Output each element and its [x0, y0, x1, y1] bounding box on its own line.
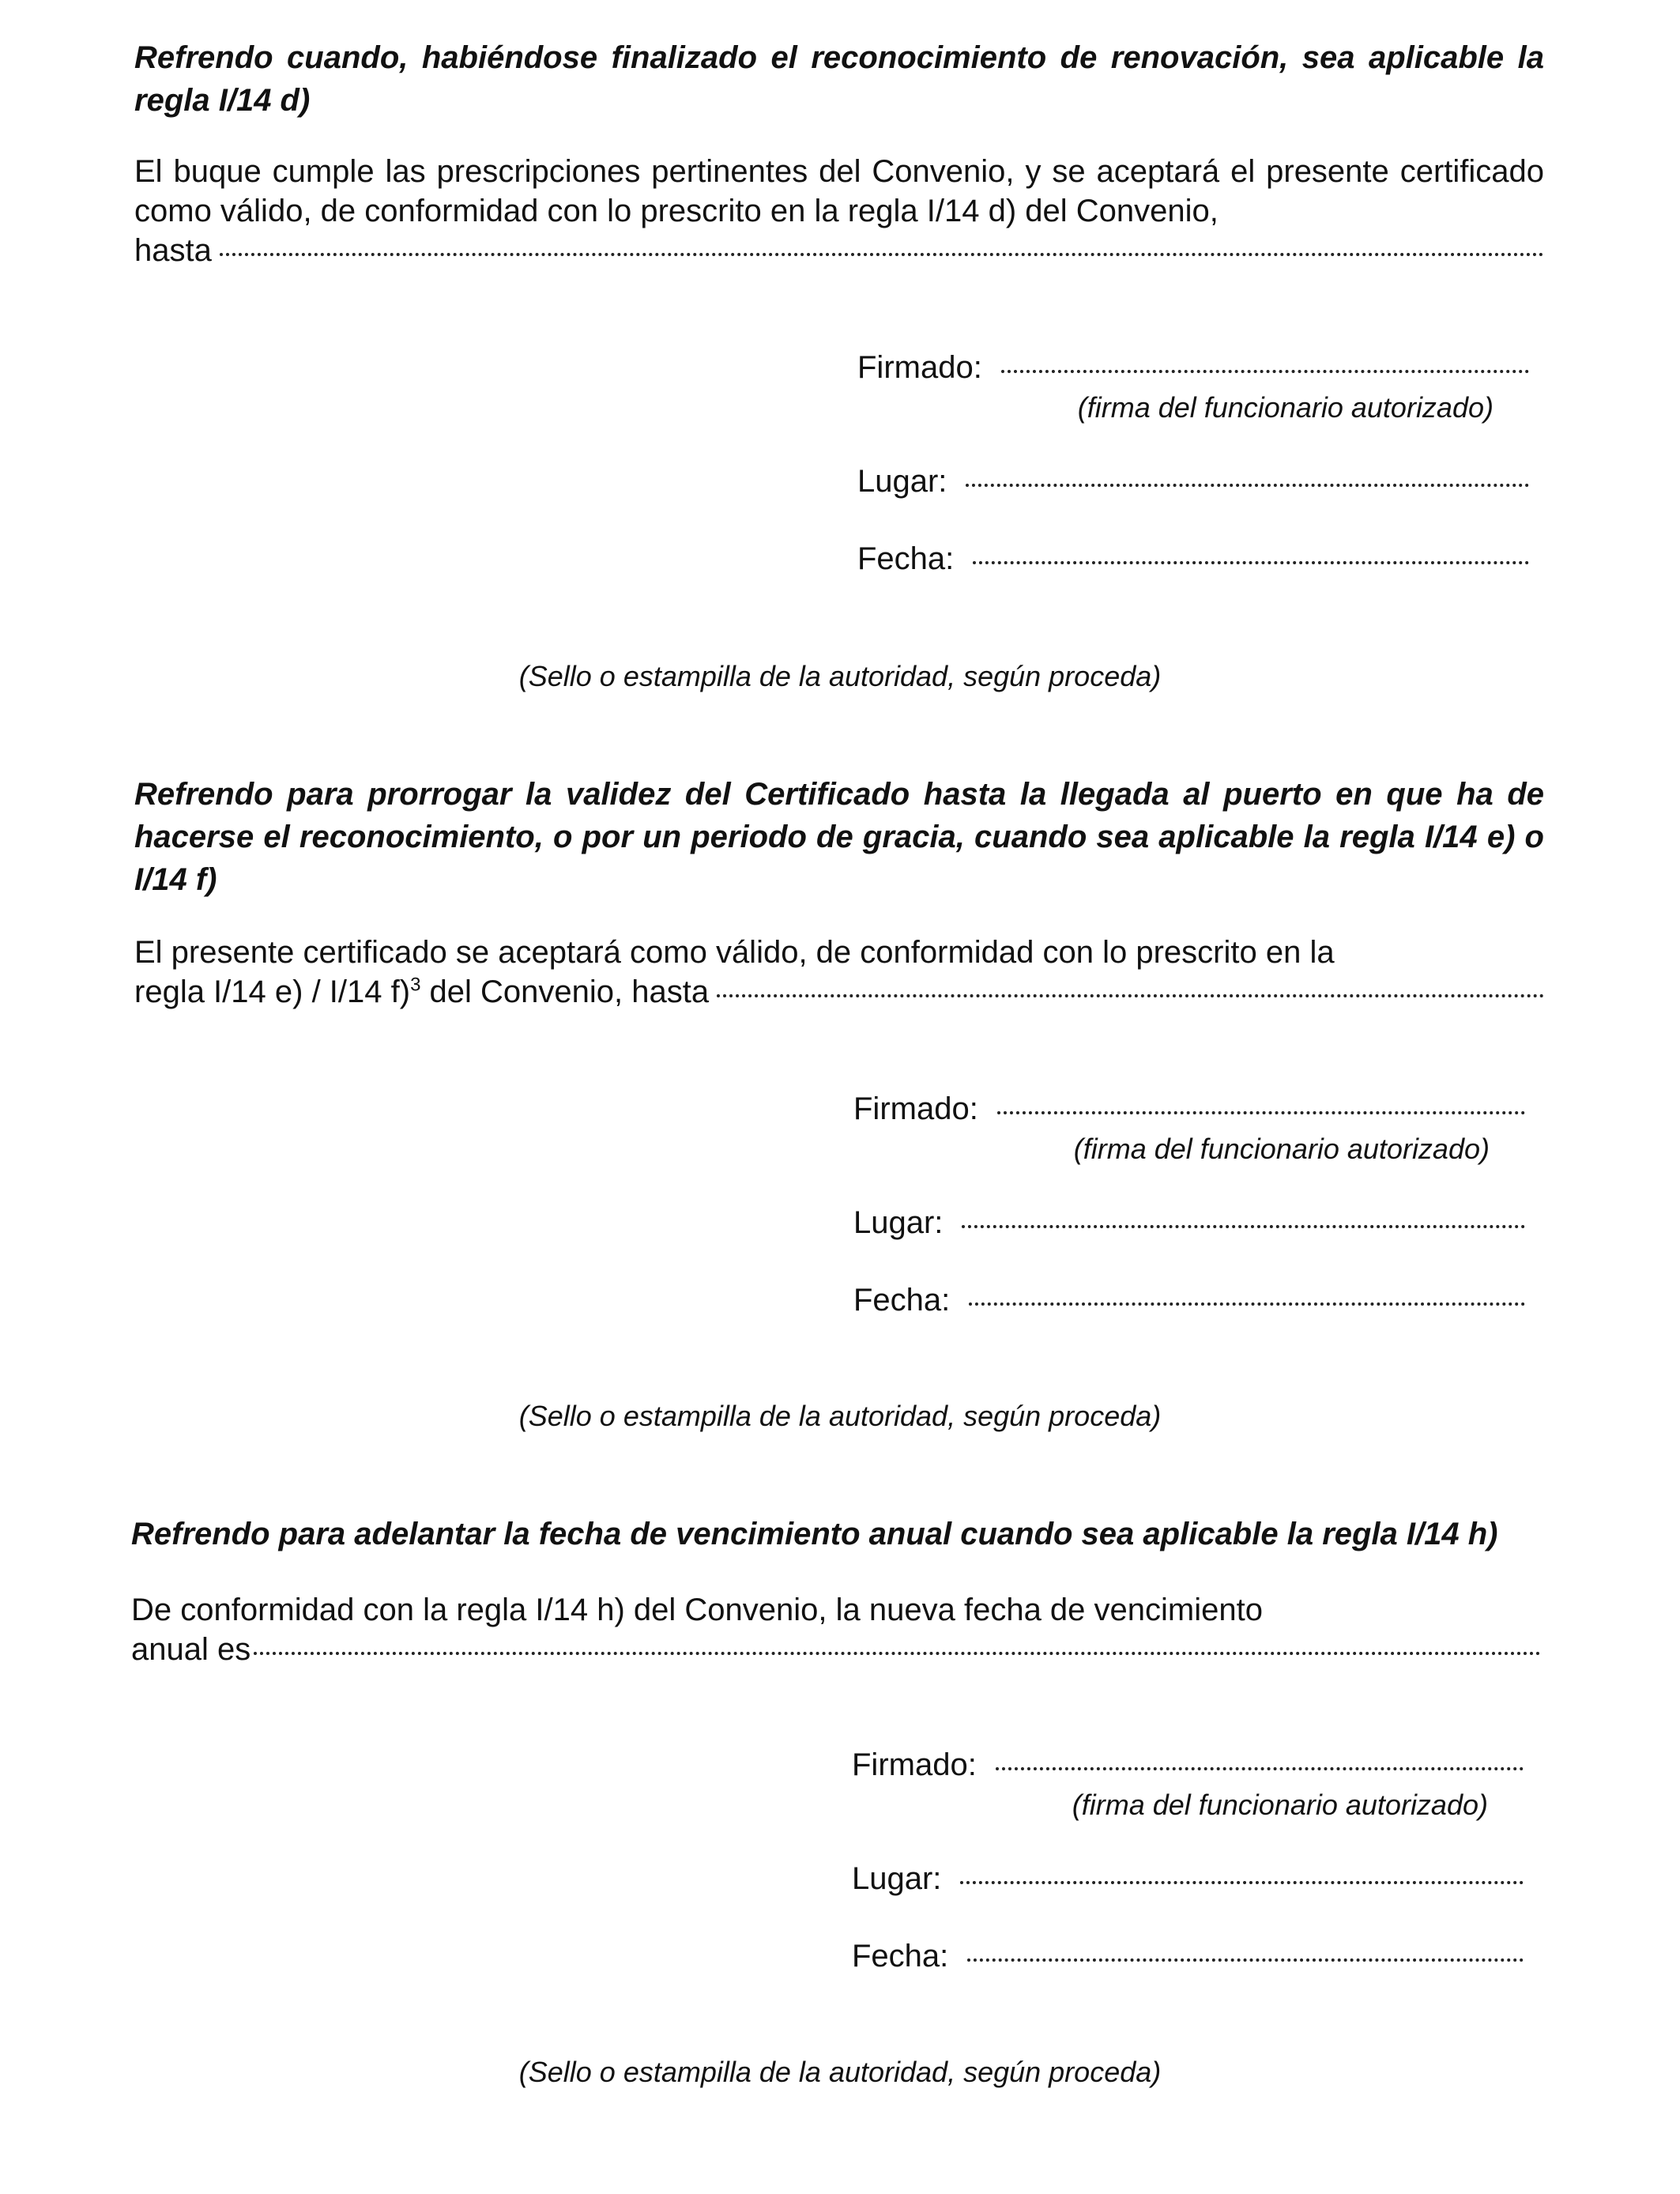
section-heading: Refrendo para prorrogar la validez del Certificado hasta la llegada al puerto en que ha de hacerse el reconocimiento, o por un periodo de gracia, cuando sea aplicable la regla I/14 e) o I/14 f): [134, 777, 1544, 897]
section-heading: Refrendo cuando, habiéndose finalizado el reconocimiento de renovación, sea aplicable la regla I/14 d): [134, 40, 1544, 118]
place-row: [857, 462, 1529, 501]
signature-note: (firma del funcionario autorizado): [1077, 391, 1494, 424]
seal-note: (Sello o estampilla de la autoridad, según proceda): [518, 1400, 1162, 1432]
signed-label: Firmado:: [857, 350, 982, 385]
regulation-ref: [134, 972, 709, 1012]
body-paragraph: El buque cumple las prescripciones pertinentes del Convenio, y se aceptará el presente certificado como válido, de conformidad con lo prescrito en la regla I/14 d) del Convenio,: [134, 154, 1544, 228]
date-fill-line: [254, 1652, 1541, 1655]
signed-row: [853, 1089, 1525, 1129]
endorsement-extension-section: [134, 773, 1544, 901]
signature-line: [996, 1767, 1524, 1770]
signature-block: [857, 348, 1529, 579]
endorsement-advance-body: [131, 1590, 1541, 1669]
signed-label: Firmado:: [853, 1091, 978, 1126]
place-label: Lugar:: [852, 1861, 942, 1896]
signature-line: [997, 1111, 1525, 1114]
signed-label: Firmado:: [852, 1747, 977, 1782]
seal-note: (Sello o estampilla de la autoridad, según proceda): [518, 660, 1162, 692]
signature-block: [852, 1745, 1524, 1976]
until-label: hasta: [134, 233, 212, 268]
until-label: del Convenio, hasta: [420, 974, 710, 1009]
signature-note: (firma del funcionario autorizado): [1073, 1133, 1490, 1165]
section-heading: Refrendo para adelantar la fecha de vencimiento anual cuando sea aplicable la regla I/14 h): [131, 1517, 1498, 1551]
endorsement-advance-section: [131, 1513, 1541, 1555]
seal-note: (Sello o estampilla de la autoridad, según proceda): [518, 2056, 1162, 2088]
place-row: [852, 1859, 1524, 1898]
signature-block: [853, 1089, 1525, 1320]
date-fill-line: [220, 253, 1544, 256]
endorsement-renewal-body: [134, 152, 1544, 270]
regulation-ref-text: regla I/14 e) / I/14 f): [134, 974, 411, 1009]
endorsement-extension-body: [134, 933, 1544, 1012]
place-line: [966, 484, 1529, 487]
signature-note: (firma del funcionario autorizado): [1072, 1789, 1488, 1821]
date-line: [967, 1958, 1524, 1962]
date-fill-line: [717, 994, 1544, 997]
date-line: [969, 1302, 1525, 1306]
signed-row: [857, 348, 1529, 387]
date-label: Fecha:: [857, 541, 955, 576]
body-paragraph: El presente certificado se aceptará como válido, de conformidad con lo prescrito en la: [134, 935, 1335, 970]
date-line: [973, 561, 1529, 564]
annual-label: anual es: [131, 1632, 251, 1667]
date-row: [853, 1280, 1525, 1320]
place-line: [960, 1881, 1524, 1884]
place-label: Lugar:: [853, 1205, 944, 1240]
footnote-ref: 3: [410, 974, 421, 996]
annual-date-line: [131, 1630, 1541, 1669]
endorsement-renewal-section: [134, 36, 1544, 122]
body-paragraph: De conformidad con la regla I/14 h) del Convenio, la nueva fecha de vencimiento: [131, 1593, 1263, 1627]
signature-line: [1001, 370, 1529, 373]
place-row: [853, 1203, 1525, 1242]
until-line: [134, 231, 1544, 270]
signed-row: [852, 1745, 1524, 1785]
date-row: [857, 539, 1529, 579]
date-label: Fecha:: [853, 1283, 951, 1318]
date-row: [852, 1936, 1524, 1976]
place-label: Lugar:: [857, 464, 947, 499]
place-line: [962, 1225, 1525, 1228]
until-line: [134, 972, 1544, 1012]
date-label: Fecha:: [852, 1939, 949, 1973]
